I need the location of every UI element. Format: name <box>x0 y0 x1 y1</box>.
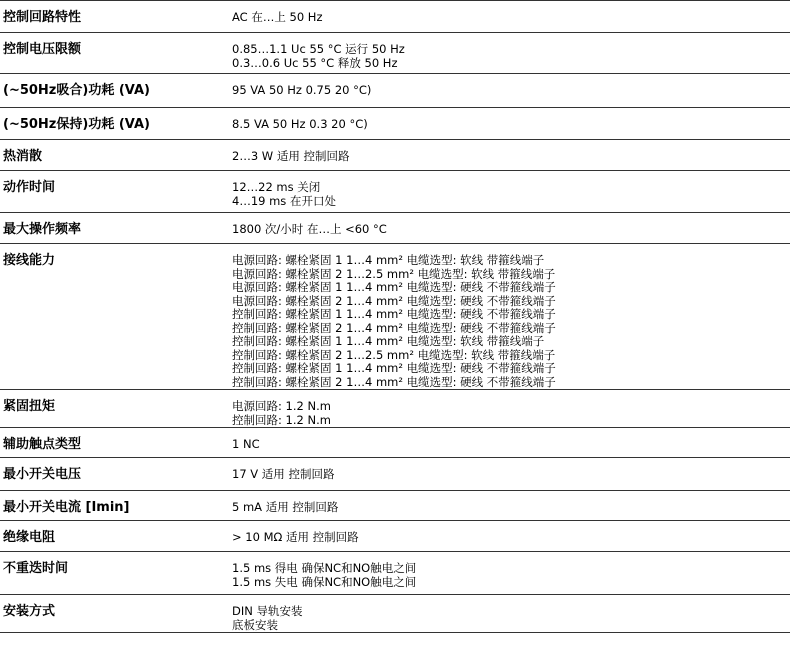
spec-value-line: 电源回路: 螺栓紧固 1 1…4 mm² 电缆选型: 软线 带箍线端子 <box>232 253 545 267</box>
spec-value-line: > 10 MΩ 适用 控制回路 <box>232 530 359 544</box>
spec-value <box>232 428 790 458</box>
spec-label: 控制回路特性 <box>0 1 232 33</box>
spec-value-line: 电源回路: 螺栓紧固 2 1…4 mm² 电缆选型: 硬线 不带箍线端子 <box>232 293 556 308</box>
spec-row <box>0 458 790 491</box>
spec-value-line: 控制回路: 螺栓紧固 1 1…4 mm² 电缆选型: 硬线 不带箍线端子 <box>232 361 556 375</box>
spec-label: (~50Hz吸合)功耗 (VA) <box>0 74 232 108</box>
spec-row <box>0 1 790 33</box>
spec-value-line: DIN 导轨安装 <box>232 604 303 618</box>
spec-value-line: 5 mA 适用 控制回路 <box>232 500 339 514</box>
spec-value <box>232 213 790 244</box>
spec-value-line: 1800 次/小时 在…上 <60 °C <box>232 222 387 236</box>
spec-row <box>0 140 790 171</box>
spec-value-line: 电源回路: 1.2 N.m <box>232 399 331 413</box>
spec-value-line: 0.85…1.1 Uc 55 °C 运行 50 Hz <box>232 42 405 56</box>
spec-value <box>232 521 790 552</box>
spec-value <box>232 552 790 595</box>
spec-value <box>232 1 790 33</box>
spec-label: 控制电压限额 <box>0 33 232 74</box>
spec-label: (~50Hz保持)功耗 (VA) <box>0 108 232 140</box>
spec-value-line: 8.5 VA 50 Hz 0.3 20 °C) <box>232 117 368 131</box>
spec-label: 最小开关电流 [Imin] <box>0 491 232 521</box>
spec-label: 绝缘电阻 <box>0 521 232 552</box>
spec-value <box>232 595 790 633</box>
spec-value <box>232 33 790 74</box>
spec-value <box>232 140 790 171</box>
spec-row <box>0 595 790 633</box>
spec-value <box>232 458 790 491</box>
spec-value-line: 4…19 ms 在开口处 <box>232 193 336 208</box>
spec-label: 辅助触点类型 <box>0 428 232 458</box>
spec-value-line: 控制回路: 螺栓紧固 2 1…4 mm² 电缆选型: 硬线 不带箍线端子 <box>232 320 556 335</box>
spec-row <box>0 390 790 428</box>
spec-value-line: 控制回路: 1.2 N.m <box>232 412 331 427</box>
spec-value-line: AC 在…上 50 Hz <box>232 10 323 24</box>
spec-value-line: 2…3 W 适用 控制回路 <box>232 149 350 163</box>
spec-value <box>232 491 790 521</box>
spec-row <box>0 33 790 74</box>
spec-value <box>232 74 790 108</box>
spec-label: 最小开关电压 <box>0 458 232 491</box>
spec-label: 不重迭时间 <box>0 552 232 595</box>
spec-value-line: 1.5 ms 失电 确保NC和NO触电之间 <box>232 574 417 589</box>
spec-value <box>232 390 790 428</box>
spec-value-line: 控制回路: 螺栓紧固 2 1…2.5 mm² 电缆选型: 软线 带箍线端子 <box>232 347 556 362</box>
spec-row <box>0 552 790 595</box>
spec-value-line: 电源回路: 螺栓紧固 2 1…2.5 mm² 电缆选型: 软线 带箍线端子 <box>232 266 556 281</box>
spec-value-line: 电源回路: 螺栓紧固 1 1…4 mm² 电缆选型: 硬线 不带箍线端子 <box>232 280 556 294</box>
spec-label: 接线能力 <box>0 244 232 390</box>
spec-table-body <box>0 1 790 633</box>
spec-value-line: 控制回路: 螺栓紧固 1 1…4 mm² 电缆选型: 硬线 不带箍线端子 <box>232 307 556 321</box>
spec-label: 动作时间 <box>0 171 232 213</box>
spec-value-line: 95 VA 50 Hz 0.75 20 °C) <box>232 83 372 97</box>
spec-value <box>232 244 790 390</box>
spec-value <box>232 108 790 140</box>
spec-label: 紧固扭矩 <box>0 390 232 428</box>
spec-value <box>232 171 790 213</box>
spec-label: 安装方式 <box>0 595 232 633</box>
spec-label: 热消散 <box>0 140 232 171</box>
spec-row <box>0 491 790 521</box>
spec-row <box>0 521 790 552</box>
spec-value-line: 12…22 ms 关闭 <box>232 180 321 194</box>
spec-row <box>0 108 790 140</box>
spec-value-line: 1.5 ms 得电 确保NC和NO触电之间 <box>232 561 417 575</box>
spec-value-line: 17 V 适用 控制回路 <box>232 467 335 481</box>
spec-value-line: 控制回路: 螺栓紧固 2 1…4 mm² 电缆选型: 硬线 不带箍线端子 <box>232 374 556 389</box>
spec-row <box>0 74 790 108</box>
spec-row <box>0 213 790 244</box>
spec-row <box>0 428 790 458</box>
spec-value-line: 0.3…0.6 Uc 55 °C 释放 50 Hz <box>232 55 398 70</box>
spec-label: 最大操作频率 <box>0 213 232 244</box>
spec-value-line: 1 NC <box>232 437 260 451</box>
spec-row <box>0 244 790 390</box>
spec-value-line: 控制回路: 螺栓紧固 1 1…4 mm² 电缆选型: 软线 带箍线端子 <box>232 334 545 348</box>
spec-row <box>0 171 790 213</box>
spec-value-line: 底板安装 <box>232 617 278 632</box>
